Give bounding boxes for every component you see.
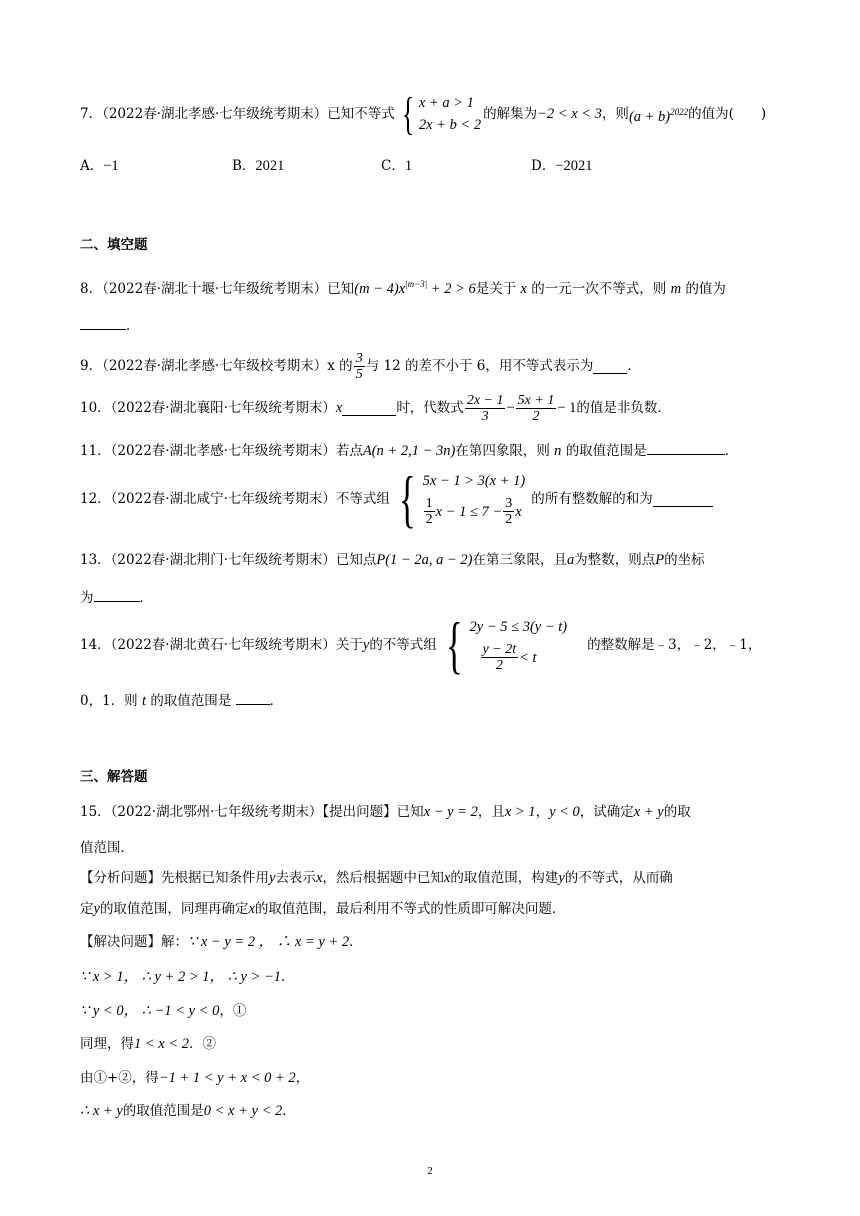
option-a[interactable]: A．−1 bbox=[80, 158, 119, 174]
option-c[interactable]: C．1 bbox=[381, 158, 413, 174]
question-15-analysis-2: 定y的取值范围，同理再确定x的取值范围，最后利用不等式的性质即可解决问题． bbox=[80, 901, 566, 917]
q14-answer-blank[interactable] bbox=[236, 690, 270, 705]
page-number: 2 bbox=[427, 1165, 433, 1177]
q8-answer-blank[interactable] bbox=[80, 315, 126, 330]
question-10: 10．（2022春·湖北襄阳·七年级统考期末） x 时，代数式 $\frac{2x - 1}{3}$ − $\frac{5x + 1}{2}$ − 1 的值是非负数． bbox=[80, 392, 671, 424]
question-11: 11．（2022春·湖北孝感·七年级统考期末）若点A(n + 2,1 − 3n)在第四象限，则 n 的取值范围是 ． bbox=[80, 440, 738, 461]
question-9: 9．（2022春·湖北孝感·七年级校考期末）x 的 $\frac{3}{5}$ 与 12 的差不小于 6，用不等式表示为 ． bbox=[80, 350, 641, 382]
question-13: 13．（2022春·湖北荆门·七年级统考期末）已知点P(1 − 2a, a − 2)在第三象限，且a为整数，则点P的坐标 bbox=[80, 552, 705, 568]
question-12: 12．（2022春·湖北咸宁·七年级统考期末）不等式组 { 5x − 1 > 3(x + 1) $\frac{1}{2}$ x − 1 ≤ 7 − $\frac{3}{2}$ x 的所有整数解的和为 bbox=[80, 468, 713, 530]
q7-mid: 的解集为 bbox=[483, 106, 538, 122]
q7-suffix: 的值为( ) bbox=[688, 106, 767, 122]
q7-prefix: 7．（2022春·湖北孝感·七年级统考期末）已知不等式 bbox=[80, 106, 395, 122]
question-14: 14．（2022春·湖北黄石·七年级统考期末）关于 y 的不等式组 { 2y − 5 ≤ 3(y − t) $\frac{y - 2t}{2}$ < t 的整数解是﹣3，﹣2，﹣1， bbox=[80, 609, 762, 680]
question-15-solution-6: ∴ x + y的取值范围是0 < x + y < 2． bbox=[80, 1103, 296, 1119]
question-15-solution-1: 【解决问题】解：∵ x − y = 2 ， ∴ x = y + 2． bbox=[80, 934, 363, 950]
section-solve: 三、解答题 bbox=[80, 769, 148, 785]
q8-expr: $(m - 4)x^{|m-3|} + 2 > 6$ bbox=[354, 279, 476, 297]
q7-expr: $(a + b)^{2022}$ bbox=[628, 106, 689, 125]
section-fill-in: 二、填空题 bbox=[80, 237, 148, 253]
question-15-solution-2: ∵ x > 1， ∴ y + 2 > 1， ∴ y > −1． bbox=[80, 969, 295, 985]
option-b[interactable]: B．2021 bbox=[232, 158, 285, 174]
q7-system: { x + a > 1 2x + b < 2 bbox=[401, 88, 482, 139]
q10-answer-blank[interactable] bbox=[342, 401, 396, 416]
question-8-answer-line: ． bbox=[80, 315, 140, 336]
q11-answer-blank[interactable] bbox=[647, 440, 725, 455]
question-15-line1: 15．（2022·湖北鄂州·七年级统考期末）【提出问题】已知x − y = 2，且x > 1，y < 0，试确定x + y的取 bbox=[80, 804, 691, 820]
q7-mid2: ，则 bbox=[601, 106, 629, 122]
question-8: 8．（2022春·湖北十堰·七年级统考期末）已知$(m - 4)x^{|m-3|} + 2 > 6$是关于 x 的一元一次不等式，则 m 的值为 bbox=[80, 279, 726, 297]
q7-row2: 2x + b < 2 bbox=[418, 117, 482, 133]
question-13-line2: 为 ． bbox=[80, 587, 153, 608]
q14-system: { 2y − 5 ≤ 3(y − t) $\frac{y - 2t}{2}$ < t bbox=[445, 609, 568, 680]
question-14-line2: 0，1．则 t 的取值范围是 ． bbox=[80, 690, 283, 711]
question-15-line2: 值范围． bbox=[80, 840, 134, 856]
question-7 bbox=[80, 88, 767, 139]
q7-row1: x + a > 1 bbox=[418, 95, 474, 111]
question-15-solution-3: ∵ y < 0， ∴ −1 < y < 0，① bbox=[80, 1003, 247, 1019]
option-d[interactable]: D．−2021 bbox=[531, 158, 593, 174]
q13-answer-blank[interactable] bbox=[94, 587, 140, 602]
q12-system: { 5x − 1 > 3(x + 1) $\frac{1}{2}$ x − 1 ≤ 7 − $\frac{3}{2}$ x bbox=[398, 463, 526, 534]
q12-answer-blank[interactable] bbox=[653, 492, 713, 507]
q7-range: −2 < x < 3 bbox=[537, 106, 602, 122]
q9-fraction: $\frac{3}{5}$ bbox=[355, 350, 363, 382]
question-15-analysis-1: 【分析问题】先根据已知条件用y去表示x，然后根据题中已知x的取值范围，构建y的不等式，从而确 bbox=[80, 870, 673, 886]
question-15-solution-4: 同理，得1 < x < 2．② bbox=[80, 1036, 217, 1052]
question-15-solution-5: 由①+②，得−1 + 1 < y + x < 0 + 2， bbox=[80, 1070, 310, 1086]
q9-answer-blank[interactable] bbox=[593, 359, 627, 374]
